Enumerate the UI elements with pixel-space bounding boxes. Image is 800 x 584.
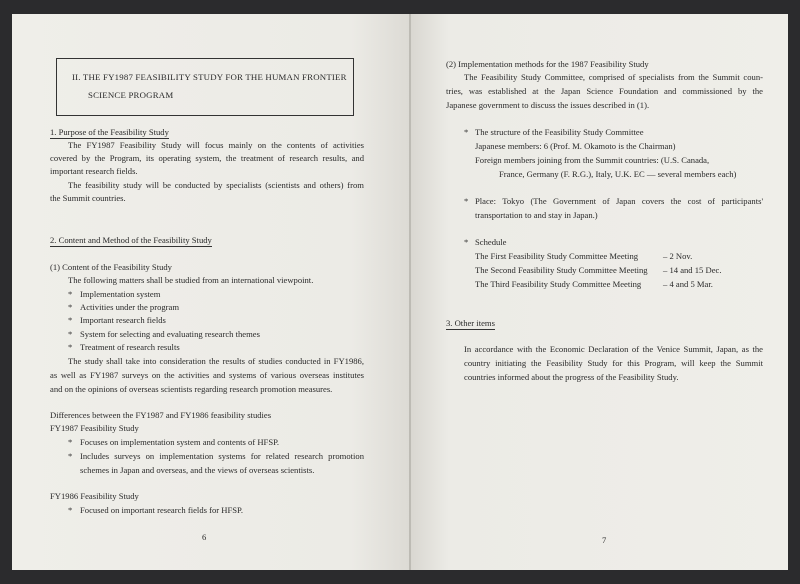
schedule-date: – 14 and 15 Dec. [663, 265, 722, 275]
study-item: Important research fields [80, 315, 166, 325]
japanese-members: Japanese members: 6 (Prof. M. Okamoto is the Chairman) [475, 141, 676, 151]
fy1986-title: FY1986 Feasibility Study [50, 491, 139, 501]
s1-p1-line2: covered by the Program, its operating system, the treatment of research results, and [50, 153, 364, 163]
foreign-members-line2: France, Germany (F. R.G.), Italy, U.K. EC — several members each) [499, 169, 737, 179]
schedule-meeting: The Third Feasibility Study Committee Meeting [475, 279, 642, 289]
heading-line-2: SCIENCE PROGRAM [88, 90, 174, 100]
section-3-title: 3. Other items [446, 318, 495, 328]
bullet: * [68, 329, 73, 339]
structure-title: The structure of the Feasibility Study Committee [475, 127, 644, 137]
s2-p-line2: as well as FY1987 surveys on the activities and systems of various overseas institutes [50, 370, 364, 380]
schedule-date: – 2 Nov. [663, 251, 693, 261]
page-number-left: 6 [202, 532, 207, 542]
study-item: Activities under the program [80, 302, 180, 312]
study-item: System for selecting and evaluating research themes [80, 329, 260, 339]
bullet: * [68, 505, 73, 515]
impl-p-line1: The Feasibility Study Committee, comprised of specialists from the Summit coun- [464, 72, 763, 82]
bullet: * [464, 127, 469, 137]
right-page [411, 14, 788, 570]
bullet: * [68, 289, 73, 299]
page-number-right: 7 [602, 535, 607, 545]
differences-title: Differences between the FY1987 and FY1986 feasibility studies [50, 410, 272, 420]
s3-p-line1: In accordance with the Economic Declaration of the Venice Summit, Japan, as the [464, 344, 763, 354]
s3-p-line2: country initiating the Feasibility Study for this Program, will keep the Summit [464, 358, 763, 368]
book-spread [12, 14, 788, 570]
schedule-meeting: The Second Feasibility Study Committee Meeting [475, 265, 648, 275]
s1-p1-line1: The FY1987 Feasibility Study will focus mainly on the contents of activities [68, 140, 364, 150]
s1-p2-line1: The feasibility study will be conducted by specialists (scientists and others) from [68, 180, 364, 190]
fy1987-bullet-1: Focuses on implementation system and contents of HFSP. [80, 437, 280, 447]
fy1986-bullet-1: Focused on important research fields for HFSP. [80, 505, 244, 515]
subsection-1-title: (1) Content of the Feasibility Study [50, 262, 172, 272]
bullet: * [68, 315, 73, 325]
implementation-title: (2) Implementation methods for the 1987 Feasibility Study [446, 59, 649, 69]
study-item: Treatment of research results [80, 342, 180, 352]
schedule-title: Schedule [475, 237, 507, 247]
fy1987-title: FY1987 Feasibility Study [50, 423, 139, 433]
section-1-title: 1. Purpose of the Feasibility Study [50, 127, 169, 137]
s1-p1-line3: important research fields. [50, 166, 138, 176]
bullet: * [464, 237, 469, 247]
fy1987-bullet-2-line2: schemes in Japan and overseas, and the views of overseas scientists. [80, 465, 315, 475]
study-item: Implementation system [80, 289, 161, 299]
bullet: * [68, 302, 73, 312]
place-line1: Place: Tokyo (The Government of Japan covers the cost of participants' [475, 196, 763, 206]
heading-line-1: II. THE FY1987 FEASIBILITY STUDY FOR THE HUMAN FRONTIER [72, 72, 347, 82]
bullet: * [68, 437, 73, 447]
bullet: * [68, 451, 73, 461]
schedule-meeting: The First Feasibility Study Committee Meeting [475, 251, 639, 261]
s2-intro: The following matters shall be studied from an international viewpoint. [68, 275, 314, 285]
place-line2: transportation to and stay in Japan.) [475, 210, 598, 220]
s2-p-line1: The study shall take into consideration the results of studies conducted in FY1986, [68, 356, 364, 366]
bullet: * [464, 196, 469, 206]
section-2-title: 2. Content and Method of the Feasibility Study [50, 235, 212, 245]
section-heading-box [56, 58, 354, 116]
s2-p-line3: and on the opinions of overseas scientists regarding research promotion measures. [50, 384, 333, 394]
left-page [12, 14, 411, 570]
impl-p-line3: Japanese government to discuss the issues described in (1). [446, 100, 650, 110]
impl-p-line2: tries, was established at the Japan Science Foundation and commissioned by the [446, 86, 763, 96]
fy1987-bullet-2-line1: Includes surveys on implementation systems for related research promotion [80, 451, 364, 461]
schedule-date: – 4 and 5 Mar. [663, 279, 713, 289]
s1-p2-line2: the Summit countries. [50, 193, 126, 203]
foreign-members-line1: Foreign members joining from the Summit countries: (U.S. Canada, [475, 155, 710, 165]
s3-p-line3: countries informed about the progress of the Feasibility Study. [464, 372, 679, 382]
bullet: * [68, 342, 73, 352]
